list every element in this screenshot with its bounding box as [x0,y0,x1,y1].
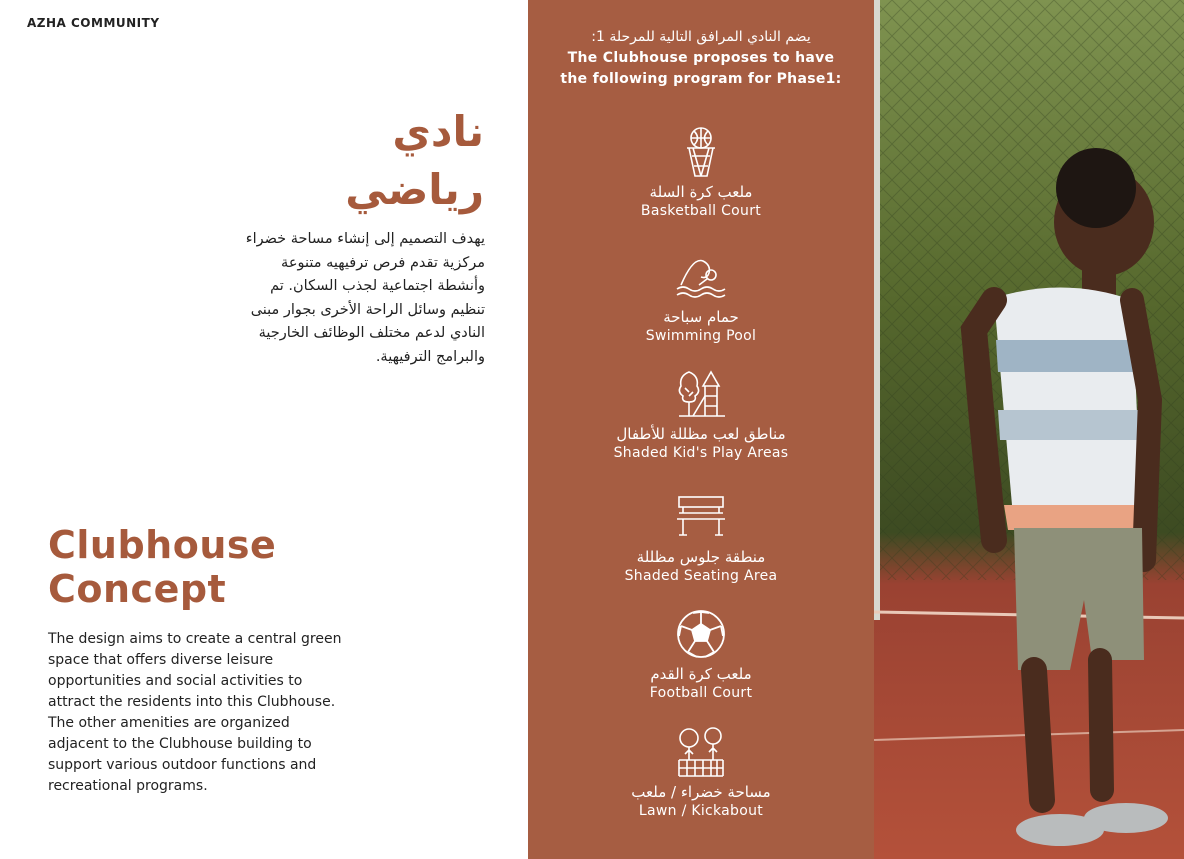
english-title-line2: Concept [48,567,227,611]
basketball-hoop-icon [671,124,731,182]
amenity-playground [528,366,874,463]
arabic-title-line2: رياضي [345,165,484,214]
amenity-basketball [528,124,874,221]
lawn-trees-icon [671,724,731,782]
program-intro-english [528,48,874,90]
amenity-seating-ar: منطقة جلوس مظللة [636,548,766,566]
english-title-line1: Clubhouse [48,523,277,567]
amenity-football-en: Football Court [649,685,753,701]
amenity-swimming-en: Swimming Pool [645,328,757,344]
amenity-swimming [528,249,874,346]
swimmer-icon [671,249,731,307]
amenity-lawn-en: Lawn / Kickabout [638,803,764,819]
amenity-seating [528,489,874,586]
program-intro-english-text: The Clubhouse proposes to have the following program for Phase1: [560,50,842,87]
arabic-title-line1: نادي [392,107,484,156]
photo-illustration [874,0,1184,859]
arabic-body: يهدف التصميم إلى إنشاء مساحة خضراء مركزية تقدم فرص ترفيهيه متنوعة وأنشطة اجتماعية لجذب السكان. تم تنظيم وسائل الراحة الأخرى بجوار مبنى النادي لدعم مختلف الوظائف الخارجية والبرامج الترفيهية. [245,231,485,365]
amenity-lawn [528,724,874,821]
amenity-swimming-ar: حمام سباحة [663,308,739,326]
bench-icon [671,489,731,547]
brand-label: AZHA COMMUNITY [27,16,160,30]
amenity-playground-ar: مناطق لعب مظللة للأطفال [616,425,786,443]
amenity-playground-en: Shaded Kid's Play Areas [613,445,789,461]
football-icon [671,606,731,664]
arabic-title [244,103,484,219]
english-title [48,523,276,611]
program-intro-arabic: يضم النادي المرافق التالية للمرحلة 1: [591,29,811,45]
program-intro [528,26,874,90]
amenity-football-ar: ملعب كرة القدم [650,665,752,683]
english-body: The design aims to create a central green space that offers diverse leisure opportunities and social activities to attract the residents into this Clubhouse. The other amenities are organized adjacent to the Clubhouse building to support various outdoor functions and recreational programs. [48,631,342,794]
amenity-seating-en: Shaded Seating Area [624,568,778,584]
amenity-basketball-ar: ملعب كرة السلة [649,183,753,201]
amenity-basketball-en: Basketball Court [640,203,762,219]
amenity-lawn-ar: مساحة خضراء / ملعب [631,783,771,801]
playground-icon [671,366,731,424]
amenity-football [528,606,874,703]
photo-boy-on-court [874,0,1184,859]
left-column [0,0,528,859]
program-panel [528,0,874,859]
